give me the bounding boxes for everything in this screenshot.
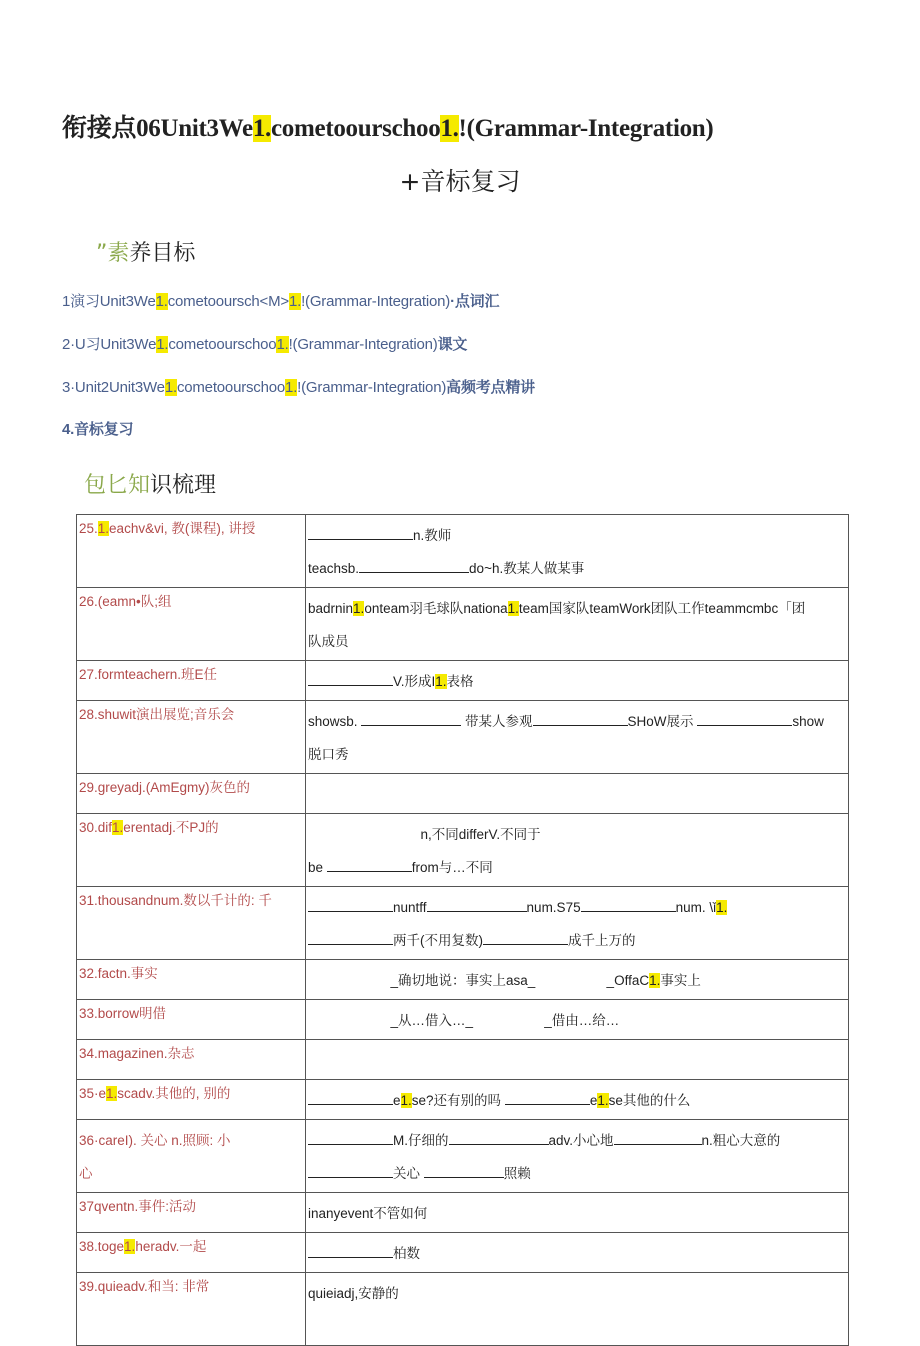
answer-blank <box>308 671 393 686</box>
table-row <box>77 774 849 814</box>
objective-item: 4.音标复习 <box>62 421 134 438</box>
answer-blank <box>483 930 568 945</box>
table-row <box>77 814 849 887</box>
vocab-exercise-cell <box>306 1040 849 1080</box>
vocab-exercise-cell: M.仔细的 adv.小心地 n.粗心大意的 关心 照赖 <box>306 1120 849 1193</box>
vocab-exercise-cell: inanyevent不管如何 <box>306 1193 849 1233</box>
table-row <box>77 701 849 774</box>
vocab-word-cell: 33.borrow明借 <box>77 1000 306 1040</box>
vocab-word-cell: 38.toge1.heradv.一起 <box>77 1233 306 1273</box>
table-row <box>77 1120 849 1193</box>
table-row <box>77 661 849 701</box>
document-title: 衔接点06Unit3We1.cometoourschoo1.!(Grammar-Integration) <box>62 115 714 142</box>
vocab-exercise-cell: quieiadj,安静的 <box>306 1273 849 1346</box>
answer-blank <box>327 857 412 872</box>
answer-blank <box>424 1163 504 1178</box>
vocab-word-cell: 28.shuwit演出展览;音乐会 <box>77 701 306 774</box>
objective-item: 2·U习Unit3We1.cometoourschoo1.!(Grammar-Integration)课文 <box>62 336 468 353</box>
vocab-word-cell: 36·careI). 关心 n.照顾: 小 心 <box>77 1120 306 1193</box>
answer-blank <box>308 930 393 945</box>
vocab-exercise-cell: e1.se?还有别的吗 e1.se其他的什么 <box>306 1080 849 1120</box>
vocab-word-cell: 25.1.eachv&vi, 教(课程), 讲授 <box>77 515 306 588</box>
answer-blank <box>697 711 792 726</box>
vocab-exercise-cell <box>306 774 849 814</box>
vocab-exercise-cell: showsb. 带某人参观 SHoW展示 show 脱口秀 <box>306 701 849 774</box>
document-subtitle: +音标复习 <box>399 167 521 196</box>
vocab-word-cell: 35·e1.scadv.其他的, 别的 <box>77 1080 306 1120</box>
vocabulary-table <box>76 514 849 1346</box>
answer-blank <box>427 897 527 912</box>
objective-item: 1演习Unit3We1.cometooursch<M>1.!(Grammar-Integration)·点词汇 <box>62 293 500 310</box>
vocab-exercise-cell: 柏数 <box>306 1233 849 1273</box>
table-row <box>77 1000 849 1040</box>
vocab-word-cell: 26.(eamn•队;组 <box>77 588 306 661</box>
objective-item: 3·Unit2Unit3We1.cometoourschoo1.!(Grammar-Integration)高频考点精讲 <box>62 379 535 396</box>
table-row <box>77 515 849 588</box>
vocab-exercise-cell: n.教师 teachsb. do~h.教某人做某事 <box>306 515 849 588</box>
answer-blank <box>449 1130 549 1145</box>
section-heading-knowledge: 包匕知识梳理 <box>84 473 217 498</box>
answer-blank <box>359 558 469 573</box>
vocab-word-cell: 30.dif1.erentadj.不PJ的 <box>77 814 306 887</box>
answer-blank <box>308 1090 393 1105</box>
vocab-exercise-cell: _确切地说：事实上asa_ _OffaC1.事实上 <box>306 960 849 1000</box>
answer-blank <box>581 897 676 912</box>
answer-blank <box>308 1243 393 1258</box>
vocab-exercise-cell: n,不同differV.不同于 be from与…不同 <box>306 814 849 887</box>
table-row <box>77 1273 849 1346</box>
vocab-word-cell: 37qventn.事件:活动 <box>77 1193 306 1233</box>
answer-blank <box>361 711 461 726</box>
vocab-word-cell: 29.greyadj.(AmEgmy)灰色的 <box>77 774 306 814</box>
vocab-exercise-cell: badrnin1.onteam羽毛球队nationa1.team国家队teamWork团队工作teammcmbc「团 队成员 <box>306 588 849 661</box>
vocab-word-cell: 31.thousandnum.数以千计的: 千 <box>77 887 306 960</box>
table-row <box>77 1193 849 1233</box>
answer-blank <box>533 711 628 726</box>
answer-blank <box>308 1130 393 1145</box>
answer-blank <box>308 897 393 912</box>
vocab-exercise-cell: nuntff num.S75 num. \ǐ1. 两千(不用复数) 成千上万的 <box>306 887 849 960</box>
vocab-word-cell: 34.magazinen.杂志 <box>77 1040 306 1080</box>
table-row <box>77 1040 849 1080</box>
vocab-exercise-cell: V.形成I1.表格 <box>306 661 849 701</box>
vocab-word-cell: 32.factn.事实 <box>77 960 306 1000</box>
section-heading-goals: ”素养目标 <box>96 241 196 266</box>
table-row <box>77 588 849 661</box>
vocab-exercise-cell: _从…借入…_ _借由…给… <box>306 1000 849 1040</box>
table-row <box>77 887 849 960</box>
answer-blank <box>505 1090 590 1105</box>
table-row <box>77 1080 849 1120</box>
answer-blank <box>308 525 413 540</box>
answer-blank <box>614 1130 702 1145</box>
answer-blank <box>308 1163 393 1178</box>
vocab-word-cell: 39.quieadv.和当: 非常 <box>77 1273 306 1346</box>
table-row <box>77 960 849 1000</box>
table-row <box>77 1233 849 1273</box>
vocab-word-cell: 27.formteachern.班E任 <box>77 661 306 701</box>
